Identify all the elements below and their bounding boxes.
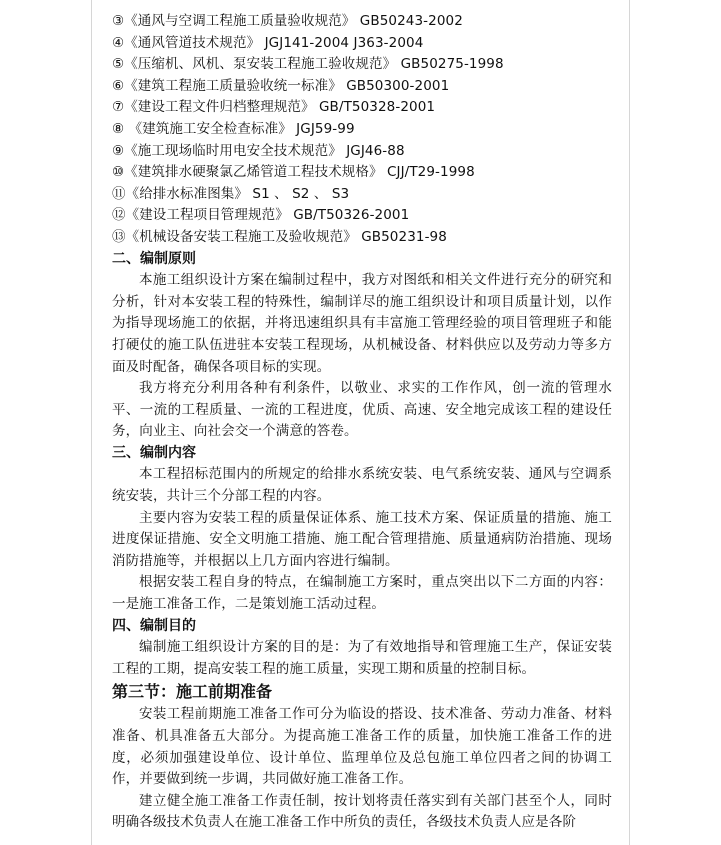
- reference-item: [112, 97, 612, 119]
- reference-number: ⑤: [112, 56, 125, 73]
- reference-number: ⑨: [112, 142, 125, 159]
- reference-number: ⑪: [112, 185, 126, 202]
- reference-number: ⑧: [112, 120, 125, 137]
- paragraph: 安装工程前期施工准备工作可分为临设的搭设、技术准备、劳动力准备、材料准备、机具准备五大部分。为提高施工准备工作的质量，加快施工准备工作的进度，必须加强建设单位、设计单位、监理单位及总包施工单位四者之间的协调工作，并要做到统一步调，共同做好施工准备工作。: [112, 706, 612, 788]
- reference-item: [112, 205, 612, 227]
- paragraph: 本工程招标范围内的所规定的给排水系统安装、电气系统安装、通风与空调系统安装，共计三个分部工程的内容。: [112, 466, 612, 505]
- reference-item: [112, 184, 612, 206]
- reference-text: 《建设工程项目管理规范》 GB/T50326-2001: [125, 207, 410, 224]
- reference-item: [112, 119, 612, 141]
- reference-text: 《建筑施工安全检查标准》 JGJ59-99: [124, 120, 355, 137]
- reference-item: [112, 141, 612, 163]
- paragraph: 本施工组织设计方案在编制过程中，我方对图纸和相关文件进行充分的研究和分析，针对本安装工程的特殊性，编制详尽的施工组织设计和项目质量计划，以作为指导现场施工的依据，并将迅速组织具有丰富施工管理经验的项目管理班子和能打硬仗的施工队伍进驻本安装工程现场，从机械设备、材料供应以及劳动力等多方面及时配备，确保各项目标的实现。: [112, 272, 612, 375]
- reference-item: [112, 162, 612, 184]
- reference-item: [112, 11, 612, 33]
- section-title-preparation: 第三节：施工前期准备: [112, 682, 273, 702]
- reference-number: ⑦: [112, 99, 125, 116]
- section-heading-content: 三、编制内容: [112, 444, 196, 461]
- reference-number: ⑥: [112, 77, 125, 94]
- page-margin-line-right: [629, 0, 630, 845]
- reference-text: 《给排水标准图集》 S1 、 S2 、 S3: [125, 185, 350, 202]
- reference-number: ⑩: [112, 164, 125, 181]
- reference-text: 《建筑排水硬聚氯乙烯管道工程技术规格》 CJJ/T29-1998: [124, 164, 475, 181]
- reference-text: 《通风管道技术规范》 JGJ141-2004 J363-2004: [124, 34, 424, 51]
- reference-number: ⑬: [112, 228, 126, 245]
- reference-item: [112, 33, 612, 55]
- paragraph: 根据安装工程自身的特点，在编制施工方案时，重点突出以下二方面的内容：一是施工准备工作，二是策划施工活动过程。: [112, 574, 612, 613]
- page-margin-line-left: [91, 0, 92, 845]
- reference-text: 《通风与空调工程施工质量验收规范》 GB50243-2002: [124, 13, 463, 29]
- paragraph: 编制施工组织设计方案的目的是：为了有效地指导和管理施工生产，保证安装工程的工期，提高安装工程的施工质量，实现工期和质量的控制目标。: [112, 639, 612, 677]
- reference-text: 《施工现场临时用电安全技术规范》 JGJ46-88: [124, 142, 405, 159]
- reference-item: [112, 227, 612, 249]
- reference-number: ④: [112, 34, 125, 51]
- reference-number: ⑫: [112, 207, 126, 224]
- section-heading-purpose: 四、编制目的: [112, 617, 196, 634]
- section-heading-principles: 二、编制原则: [112, 250, 196, 267]
- paragraph: 我方将充分利用各种有利条件，以敬业、求实的工作作风，创一流的管理水平、一流的工程质量、一流的工程进度，优质、高速、安全地完成该工程的建设任务，向业主、向社会交一个满意的答卷。: [112, 380, 612, 440]
- reference-text: 《建筑工程施工质量验收统一标准》 GB50300-2001: [124, 77, 450, 94]
- reference-item: [112, 76, 612, 98]
- reference-text: 《压缩机、风机、泵安装工程施工验收规范》 GB50275-1998: [124, 56, 504, 73]
- reference-text: 《机械设备安装工程施工及验收规范》 GB50231-98: [125, 228, 447, 245]
- document-body: [112, 11, 612, 834]
- reference-number: ③: [112, 13, 125, 29]
- paragraph: 主要内容为安装工程的质量保证体系、施工技术方案、保证质量的措施、施工进度保证措施、安全文明施工措施、施工配合管理措施、质量通病防治措施、现场消防措施等，并根据以上几方面内容进行编制。: [112, 509, 612, 569]
- reference-item: [112, 54, 612, 76]
- reference-list: [112, 11, 612, 249]
- paragraph: 建立健全施工准备工作责任制，按计划将责任落实到有关部门甚至个人，同时明确各级技术负责人在施工准备工作中所负的责任，各级技术负责人应是各阶: [112, 792, 612, 831]
- reference-text: 《建设工程文件归档整理规范》 GB/T50328-2001: [124, 99, 436, 116]
